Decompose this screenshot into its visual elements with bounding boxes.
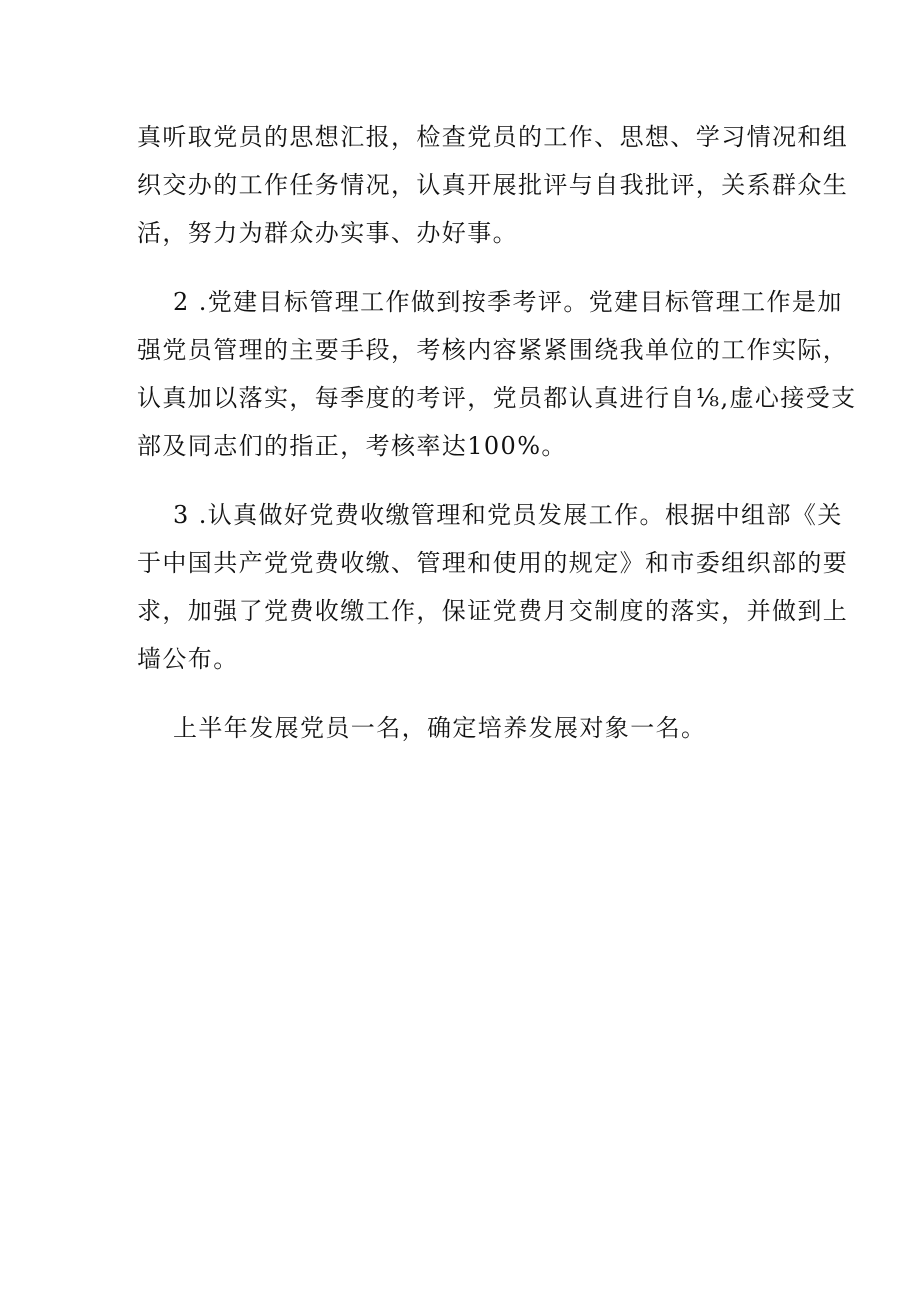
paragraph-line: 墙公布。 xyxy=(137,645,239,673)
paragraph-3 xyxy=(137,491,849,683)
paragraph-line: 2 .党建目标管理工作做到按季考评。党建目标管理工作是加 xyxy=(173,288,843,316)
paragraph-4 xyxy=(137,704,797,752)
paragraph-1 xyxy=(137,113,849,257)
paragraph-line: 强党员管理的主要手段，考核内容紧紧围绕我单位的工作实际， xyxy=(137,336,849,364)
paragraph-line: 织交办的工作任务情况，认真开展批评与自我批评，关系群众生 xyxy=(137,171,849,199)
paragraph-2 xyxy=(137,278,857,470)
paragraph-line: 于中国共产党党费收缴、管理和使用的规定》和市委组织部的要 xyxy=(137,549,849,577)
paragraph-line: 3 .认真做好党费收缴管理和党员发展工作。根据中组部《关 xyxy=(173,501,843,529)
document-body xyxy=(137,113,857,773)
paragraph-line: 活，努力为群众办实事、办好事。 xyxy=(137,219,518,247)
paragraph-line: 上半年发展党员一名，确定培养发展对象一名。 xyxy=(173,714,707,742)
paragraph-line: 部及同志们的指正，考核率达100%。 xyxy=(137,432,567,460)
paragraph-line: 求，加强了党费收缴工作，保证党费月交制度的落实，并做到上 xyxy=(137,597,849,625)
paragraph-line: 真听取党员的思想汇报，检查党员的工作、思想、学习情况和组 xyxy=(137,123,849,151)
paragraph-line: 认真加以落实，每季度的考评，党员都认真进行自⅛,虚心接受支 xyxy=(137,384,857,412)
